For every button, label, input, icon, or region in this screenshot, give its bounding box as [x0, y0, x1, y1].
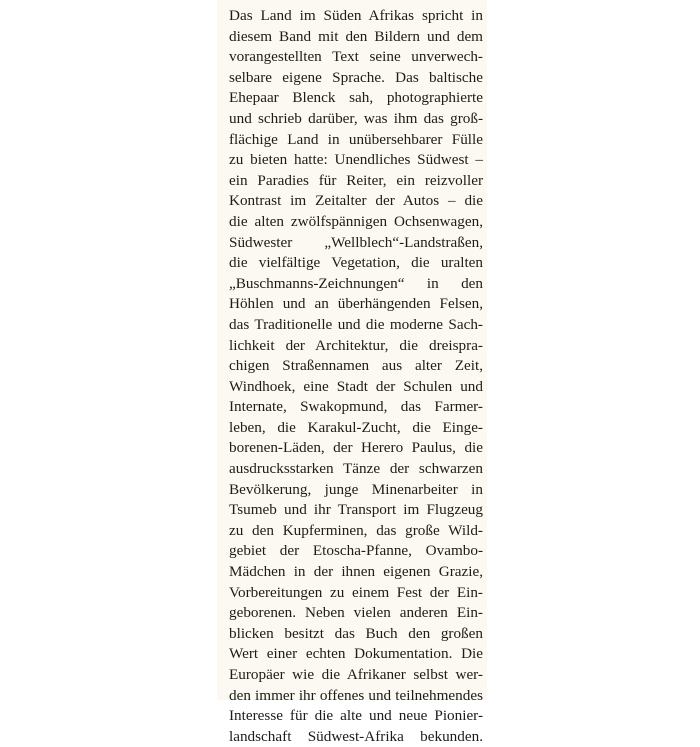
text-line: die alten zwölfspännigen Ochsenwagen, [229, 212, 483, 230]
text-line: chigen Straßennamen aus alter Zeit, [229, 357, 483, 375]
text-line: das Traditionelle und die moderne Sach- [229, 315, 483, 333]
text-line: lichkeit der Architektur, die dreispra- [229, 336, 483, 354]
text-line: leben, die Karakul-Zucht, die Einge- [229, 418, 483, 436]
text-line: „Buschmanns-Zeichnungen“ in den [229, 274, 483, 292]
text-line: diesem Band mit den Bildern und dem [229, 27, 483, 45]
text-line: flächige Land in unübersehbarer Fülle [229, 130, 483, 148]
text-line: und schrieb darüber, was ihm das groß- [229, 109, 483, 127]
text-line: den immer ihr offenes und teilnehmendes [229, 686, 483, 704]
text-line: Höhlen und an überhängenden Felsen, [229, 295, 483, 313]
text-line: die vielfältige Vegetation, die uralten [229, 254, 483, 272]
text-line: Südwester „Wellblech“-Landstraßen, [229, 233, 483, 251]
text-line: Vorbereitungen zu einem Fest der Ein- [229, 583, 483, 601]
text-line: Kontrast im Zeitalter der Autos – die [229, 192, 483, 210]
text-line: Interesse für die alte und neue Pionier- [229, 707, 483, 725]
text-line: Tsumeb und ihr Transport im Flugzeug [229, 501, 483, 519]
text-line: Windhoek, eine Stadt der Schulen und [229, 377, 483, 395]
text-line: Mädchen in der ihnen eigenen Grazie, [229, 563, 483, 581]
text-line: Das Land im Süden Afrikas spricht in [229, 7, 483, 24]
text-line: Europäer wie die Afrikaner selbst wer- [229, 666, 483, 683]
text-line: landschaft Südwest-Afrika bekunden. [229, 727, 483, 745]
text-line: ein Paradies für Reiter, ein reizvoller [229, 171, 483, 189]
text-line: borenen-Läden, der Herero Paulus, die [229, 439, 483, 457]
body-paragraph [229, 6, 483, 747]
text-line: gebiet der Etoscha-Pfanne, Ovambo- [229, 542, 483, 560]
text-line: Bevölkerung, junge Minenarbeiter in [229, 480, 483, 498]
text-line: Wert einer echten Dokumentation. Die [229, 645, 483, 663]
text-line: Ehepaar Blenck sah, photographierte [229, 89, 483, 107]
text-line: vorangestellten Text seine unverwech- [229, 48, 483, 66]
text-line: ausdrucksstarken Tänze der schwarzen [229, 460, 483, 478]
text-line: Internate, Swakopmund, das Farmer- [229, 398, 483, 416]
text-line: geborenen. Neben vielen anderen Ein- [229, 604, 483, 622]
text-line: blicken besitzt das Buch den großen [229, 624, 483, 642]
text-line: zu den Kupferminen, das große Wild- [229, 521, 483, 539]
text-line: selbare eigene Sprache. Das baltische [229, 68, 483, 86]
text-line: zu bieten hatte: Unendliches Südwest – [229, 151, 483, 169]
